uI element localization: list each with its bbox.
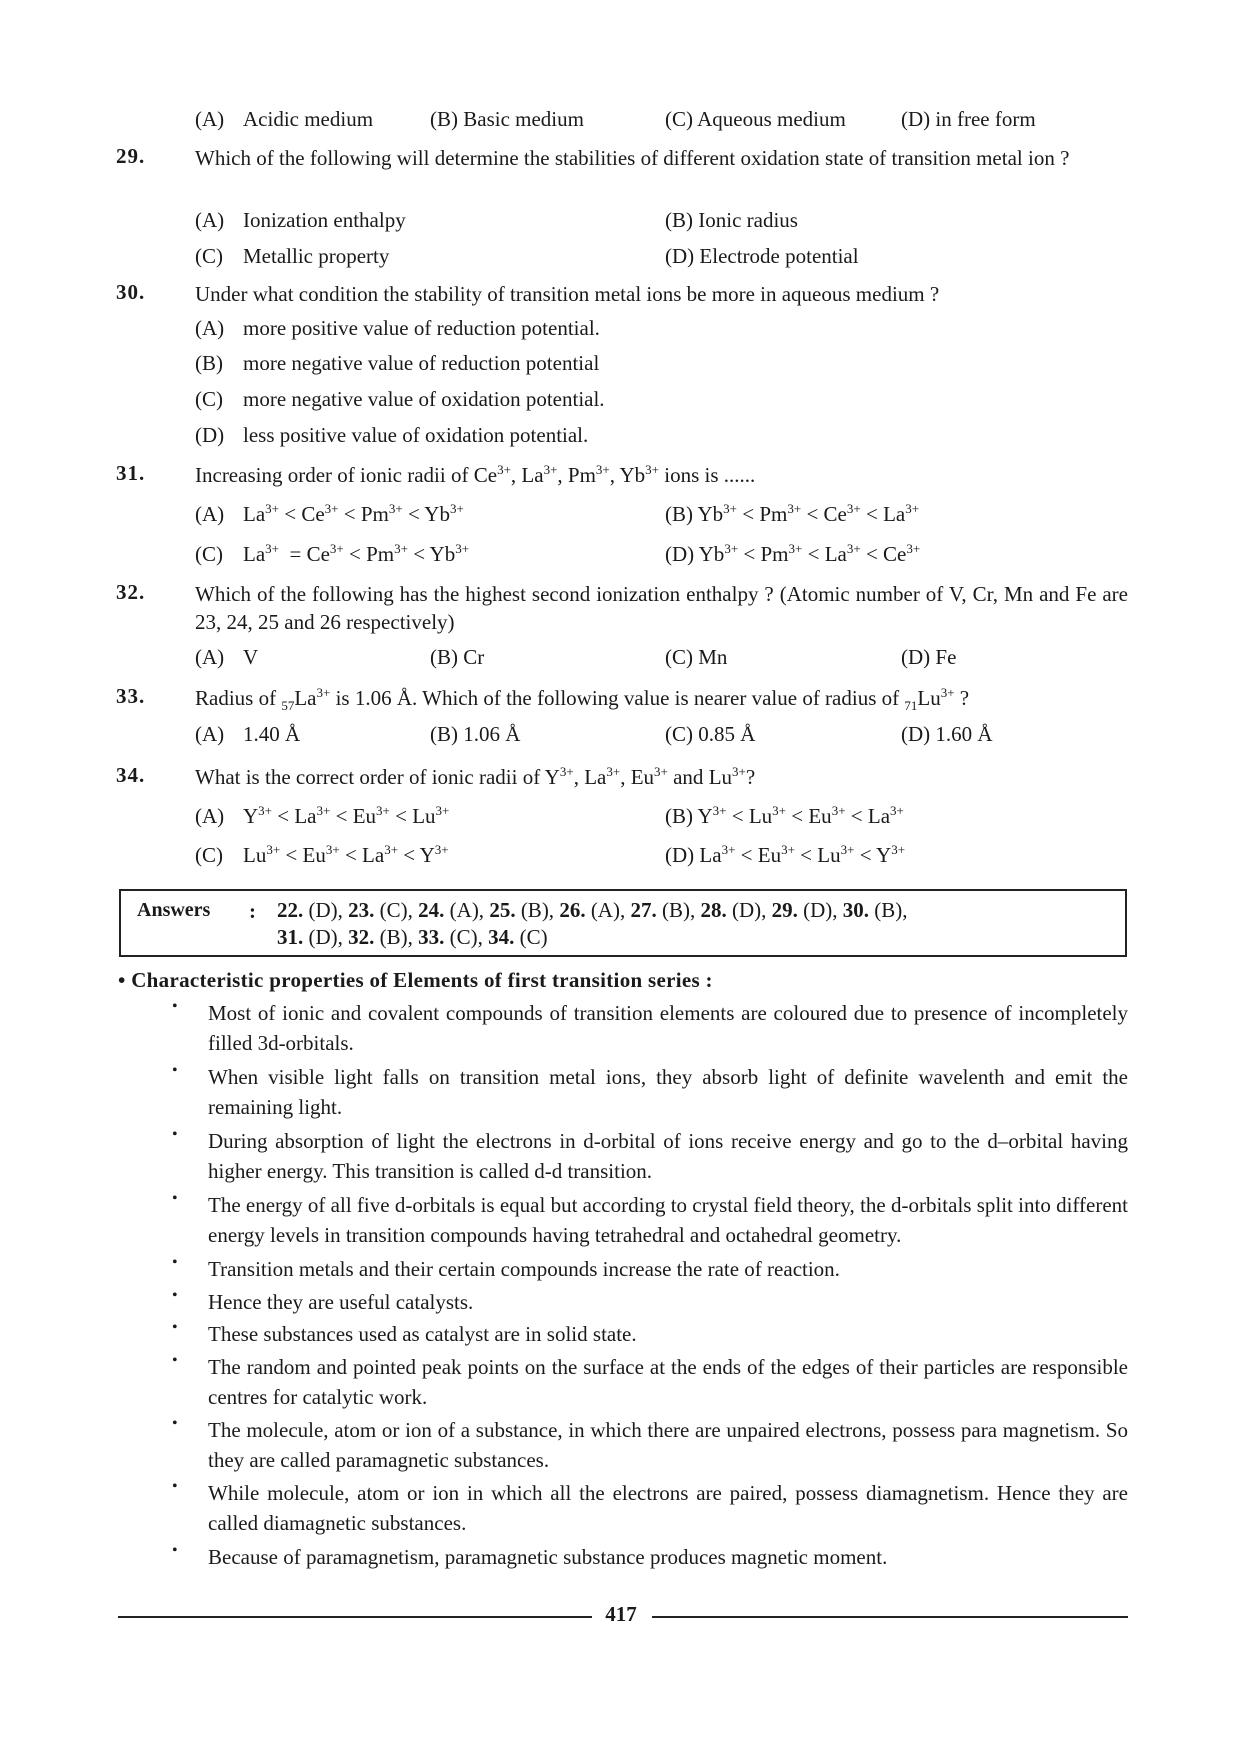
q33-option-a: (A) 1.40 Å: [195, 722, 301, 746]
answers-line-2: 31. (D), 32. (B), 33. (C), 34. (C): [277, 925, 548, 949]
q29-option-d: (D) Electrode potential: [665, 244, 859, 268]
bullet-item: [172, 1126, 1128, 1186]
bullet-text: The molecule, atom or ion of a substance, in which there are unpaired electrons, possess para magnetism. So they are called paramagnetic substances.: [208, 1418, 1128, 1472]
q34-option-c: (C) $Lu^{3+} < Eu^{3+} < La^{3+} < Y^{3+}$: [195, 842, 449, 867]
question-text: Radius of $_{57}La^{3+}$ is 1.06 Å. Which of the following value is nearer value of radius of $_{71}Lu^{3+}$ ?: [195, 685, 970, 713]
question-number: 30.: [116, 280, 146, 304]
bullet-dot: •: [172, 1062, 178, 1079]
q34-option-d: (D) $La^{3+} < Eu^{3+} < Lu^{3+} < Y^{3+}$: [665, 842, 906, 867]
section-heading: • Characteristic properties of Elements of first transition series :: [118, 968, 713, 992]
bullet-item: [172, 1352, 1128, 1412]
bullet-text: The random and pointed peak points on the surface at the ends of the edges of their particles are responsible centres for catalytic work.: [208, 1355, 1128, 1409]
bullet-item: [172, 1542, 1128, 1572]
textbook-page: (A) Acidic medium (B) Basic medium (C) Aqueous medium (D) in free form 29. Which of the following will determine the stabilities of different oxidation state of transition metal ion ? (A) Ionization enthalpy (B) Ionic radius (C) Metallic property (D) Electrode potential 30. Under what condition the stability of transition metal ions be more in aqueous medium ? (A) more positive value of reduction potential. (B) more negative value of reduction potential (C) more negative value of oxidation potential. (D) less positive value of oxidation potential. 31. Increasing order of ionic radii of $Ce^{3+}$, $La^{3+}$, $Pm^{3+}$, $Yb^{3+}$ ions is ...... (A) $La^{3+} < Ce^{3+} < Pm^{3+} < Yb^{3+}$ (B) $Yb^{3+} < Pm^{3+} < Ce^{3+} < La^{3+}$ (C) $La^{3+} = Ce^{3+} < Pm^{3+} < Yb^{3+}$ (D) $Yb^{3+} < Pm^{3+} < La^{3+} < Ce^{3+}$ 32. Which of the following has the highest second ionization enthalpy ? (Atomic number of V, Cr, Mn and Fe are 23, 24, 25 and 26 respectively) (A) V (B) Cr (C) Mn (D) Fe 33. Radius of $_{57}La^{3+}$ is 1.06 Å. Which of the following value is nearer value of radius of $_{71}Lu^{3+}$ ? (A) 1.40 Å (B) 1.06 Å (C) 0.85 Å (D) 1.60 Å 34. What is the correct order of ionic radii of $Y^{3+}$, $La^{3+}$, $Eu^{3+}$ and $Lu^{3+}$? (A) $Y^{3+} < La^{3+} < Eu^{3+} < Lu^{3+}$ (B) $Y^{3+} < Lu^{3+} < Eu^{3+} < La^{3+}$ (C) $Lu^{3+} < Eu^{3+} < La^{3+} < Y^{3+}$ (D) $La^{3+} < Eu^{3+} < Lu^{3+} < Y^{3+}$ Answers : 22. (D), 23. (C), 24. (A), 25. (B), 26. (A), 27. (B), 28. (D), 29. (D), 30. (B), 31. (D), 32. (B), 33. (C), 34. (C) • Characteristic properties of Elements of first transition series : • Most of ionic and covalent compounds of transition elements are coloured due to presence of incompletely filled 3d-orbitals. • When visible light falls on transition metal ions, they absorb light of definite wavelenth and emit the remaining light. • During absorption of light the electrons in d-orbital of ions receive energy and go to the d–orbital having higher energy. This transition is called d-d transition. • The energy of all five d-orbitals is equal but according to crystal field theory, the d-orbitals split into different energy levels in transition compounds having tetrahedral and octahedral geometry. • Transition metals and their certain compounds increase the rate of reaction. • Hence they are useful catalysts. • These substances used as catalyst are in solid state. • The random and pointed peak points on the surface at the ends of the edges of their particles are responsible centres for catalytic work. • The molecule, atom or ion of a substance, in which there are unpaired electrons, possess para magnetism. So they are called paramagnetic substances. • While molecule, atom or ion in which all the electrons are paired, possess diamagnetism. Hence they are called diamagnetic substances. • Because of paramagnetism, paramagnetic substance produces magnetic moment. 417: [116, 107, 1128, 1626]
footer-rule-left: [118, 1616, 592, 1618]
question-number: 29.: [116, 144, 146, 168]
bullet-text: When visible light falls on transition metal ions, they absorb light of definite wavelenth and emit the remaining light.: [208, 1065, 1128, 1119]
bullet-dot: •: [172, 1542, 178, 1559]
bullet-dot: •: [172, 1352, 178, 1369]
bullet-item: [172, 1415, 1128, 1475]
q31-option-c: (C) $La^{3+} = Ce^{3+} < Pm^{3+} < Yb^{3+}$: [195, 541, 470, 566]
bullet-dot: •: [172, 998, 178, 1015]
q31-option-a: (A) $La^{3+} < Ce^{3+} < Pm^{3+} < Yb^{3+}$: [195, 501, 464, 526]
page-number: 417: [605, 1602, 637, 1626]
bullet-text: These substances used as catalyst are in solid state.: [208, 1322, 637, 1346]
bullet-dot: •: [172, 1287, 178, 1304]
bullet-dot: •: [172, 1254, 178, 1271]
q34-option-a: (A) $Y^{3+} < La^{3+} < Eu^{3+} < Lu^{3+}$: [195, 803, 450, 828]
q34-option-b: (B) $Y^{3+} < Lu^{3+} < Eu^{3+} < La^{3+}$: [665, 803, 904, 828]
question-text: Which of the following has the highest second ionization enthalpy ? (Atomic number of V, Cr, Mn and Fe are 23, 24, 25 and 26 respectively): [195, 582, 1128, 634]
q32-option-a: (A) V: [195, 645, 259, 669]
q31-option-b: (B) $Yb^{3+} < Pm^{3+} < Ce^{3+} < La^{3+}$: [665, 501, 920, 526]
q31-option-d: (D) $Yb^{3+} < Pm^{3+} < La^{3+} < Ce^{3+}$: [665, 541, 921, 566]
bullet-item: [172, 1254, 1128, 1284]
question-30: [116, 280, 1128, 308]
q29-option-b: (B) Ionic radius: [665, 208, 798, 232]
question-number: 33.: [116, 684, 146, 708]
answers-line-1: 22. (D), 23. (C), 24. (A), 25. (B), 26. (A), 27. (B), 28. (D), 29. (D), 30. (B),: [277, 898, 908, 922]
bullet-text: Transition metals and their certain compounds increase the rate of reaction.: [208, 1257, 840, 1281]
question-text: Under what condition the stability of transition metal ions be more in aqueous medium ?: [195, 282, 940, 306]
bullet-item: [172, 1319, 1128, 1349]
q32-option-b: (B) Cr: [430, 645, 485, 669]
question-text: Increasing order of ionic radii of $Ce^{3+}$, $La^{3+}$, $Pm^{3+}$, $Yb^{3+}$ ions is ......: [195, 462, 756, 487]
question-number: 34.: [116, 763, 146, 787]
bullet-dot: •: [172, 1319, 178, 1336]
question-number: 31.: [116, 461, 146, 485]
q33-option-c: (C) 0.85 Å: [665, 722, 756, 746]
q28-option-b: (B) Basic medium: [430, 107, 584, 131]
question-text: Which of the following will determine the stabilities of different oxidation state of transition metal ion ?: [195, 146, 1070, 170]
question-33: [116, 684, 1128, 712]
bullet-dot: •: [172, 1126, 178, 1143]
q32-option-c: (C) Mn: [665, 645, 728, 669]
bullet-item: [172, 1062, 1128, 1122]
bullet-text: Hence they are useful catalysts.: [208, 1290, 474, 1314]
q28-option-d: (D) in free form: [901, 107, 1036, 131]
answers-label: Answers: [137, 899, 211, 921]
q33-option-b: (B) 1.06 Å: [430, 722, 521, 746]
q33-option-d: (D) 1.60 Å: [901, 722, 993, 746]
bullet-dot: •: [172, 1415, 178, 1432]
q28-option-a: (A) Acidic medium: [195, 107, 374, 131]
bullet-text: The energy of all five d-orbitals is equal but according to crystal field theory, the d-orbitals split into different energy levels in transition compounds having tetrahedral and octahedral geometry.: [208, 1193, 1128, 1247]
q29-option-a: (A) Ionization enthalpy: [195, 208, 406, 232]
question-number: 32.: [116, 580, 146, 604]
q28-option-c: (C) Aqueous medium: [665, 107, 846, 131]
bullet-text: Because of paramagnetism, paramagnetic substance produces magnetic moment.: [208, 1545, 888, 1569]
bullet-dot: •: [172, 1478, 178, 1495]
answers-box: [119, 889, 1127, 957]
footer-rule-right: [652, 1616, 1128, 1618]
bullet-item: [172, 998, 1128, 1058]
bullet-item: [172, 1287, 1128, 1317]
bullet-dot: •: [172, 1190, 178, 1207]
q29-option-c: (C) Metallic property: [195, 244, 390, 268]
question-34: [116, 763, 1128, 791]
question-32: [116, 580, 1128, 636]
question-31: [116, 461, 1128, 489]
answers-colon: :: [249, 899, 256, 923]
question-29: [116, 144, 1128, 172]
bullet-text: During absorption of light the electrons in d-orbital of ions receive energy and go to the d–orbital having higher energy. This transition is called d-d transition.: [208, 1129, 1128, 1183]
bullet-text: While molecule, atom or ion in which all the electrons are paired, possess diamagnetism. Hence they are called diamagnetic substances.: [208, 1481, 1128, 1535]
bullet-item: [172, 1190, 1128, 1250]
bullet-text: Most of ionic and covalent compounds of transition elements are coloured due to presence of incompletely filled 3d-orbitals.: [208, 1001, 1128, 1055]
question-text: What is the correct order of ionic radii of $Y^{3+}$, $La^{3+}$, $Eu^{3+}$ and $Lu^{3+}$?: [195, 764, 756, 789]
bullet-item: [172, 1478, 1128, 1538]
q32-option-d: (D) Fe: [901, 645, 957, 669]
